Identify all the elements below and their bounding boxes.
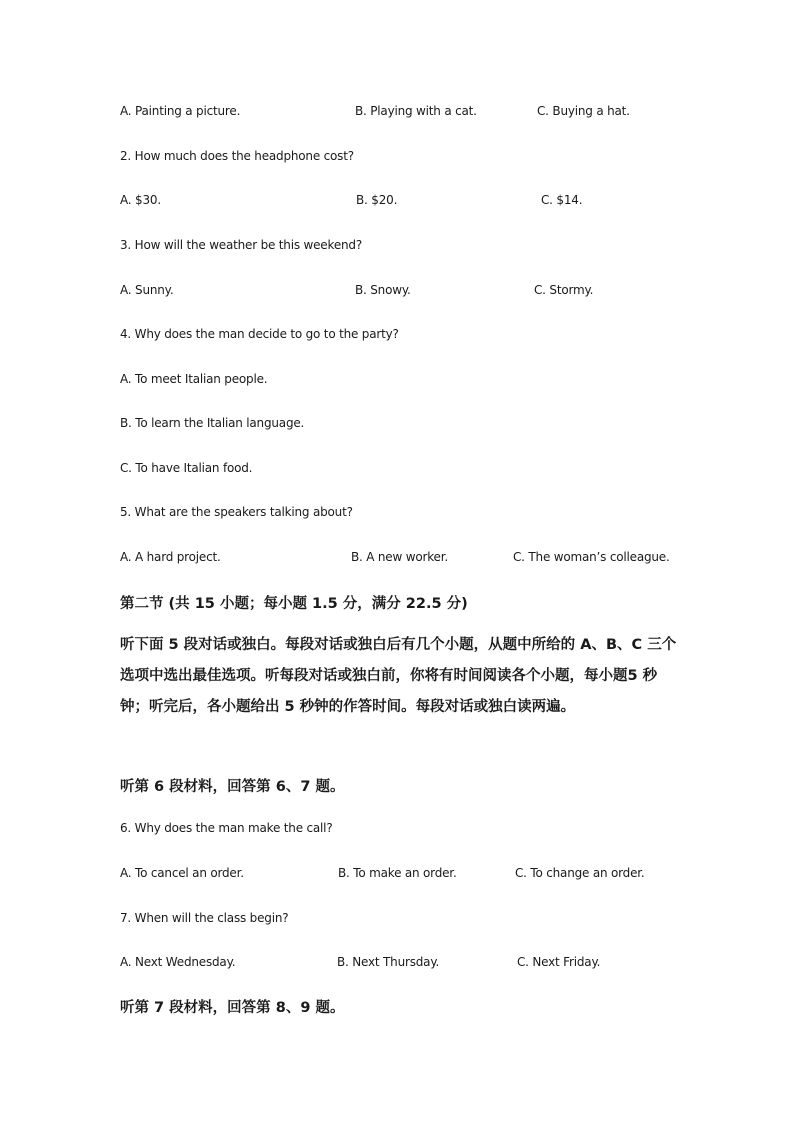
q3-option-a: A. Sunny.	[120, 283, 174, 297]
q6-option-c: C. To change an order.	[515, 866, 645, 880]
q6-option-b: B. To make an order.	[338, 866, 457, 880]
q6-question: 6. Why does the man make the call?	[120, 821, 333, 835]
q3-question: 3. How will the weather be this weekend?	[120, 238, 362, 252]
q2-option-a: A. $30.	[120, 193, 161, 207]
q7-question: 7. When will the class begin?	[120, 911, 289, 925]
q4-option-c: C. To have Italian food.	[120, 461, 253, 475]
section-instructions: 听下面 5 段对话或独白。每段对话或独白后有几个小题，从题中所给的 A、B、C 三个选项中选出最佳选项。听每段对话或独白前，你将有时间阅读各个小题，每小题5 秒钟；听完后，各小题给出 5 秒钟的作答时间。每段对话或独白读两遍。	[120, 637, 677, 715]
passage-7-heading: 听第 7 段材料，回答第 8、9 题。	[120, 1000, 345, 1016]
q3-option-c: C. Stormy.	[534, 283, 594, 297]
q7-option-a: A. Next Wednesday.	[120, 955, 236, 969]
q1-option-b: B. Playing with a cat.	[355, 104, 477, 118]
q2-question: 2. How much does the headphone cost?	[120, 149, 354, 163]
q4-option-b: B. To learn the Italian language.	[120, 416, 305, 430]
q7-option-c: C. Next Friday.	[517, 955, 601, 969]
q1-option-c: C. Buying a hat.	[537, 104, 630, 118]
q4-question: 4. Why does the man decide to go to the party?	[120, 327, 399, 341]
q5-option-b: B. A new worker.	[351, 550, 448, 564]
q2-option-b: B. $20.	[356, 193, 398, 207]
section-heading: 第二节 (共 15 小题；每小题 1.5 分，满分 22.5 分)	[120, 596, 468, 612]
q5-question: 5. What are the speakers talking about?	[120, 505, 353, 519]
q2-option-c: C. $14.	[541, 193, 583, 207]
q5-option-a: A. A hard project.	[120, 550, 221, 564]
q5-option-c: C. The woman’s colleague.	[513, 550, 670, 564]
q4-option-a: A. To meet Italian people.	[120, 372, 268, 386]
passage-6-heading: 听第 6 段材料，回答第 6、7 题。	[120, 779, 345, 795]
q1-option-a: A. Painting a picture.	[120, 104, 241, 118]
q3-option-b: B. Snowy.	[355, 283, 411, 297]
q6-option-a: A. To cancel an order.	[120, 866, 244, 880]
q7-option-b: B. Next Thursday.	[337, 955, 440, 969]
